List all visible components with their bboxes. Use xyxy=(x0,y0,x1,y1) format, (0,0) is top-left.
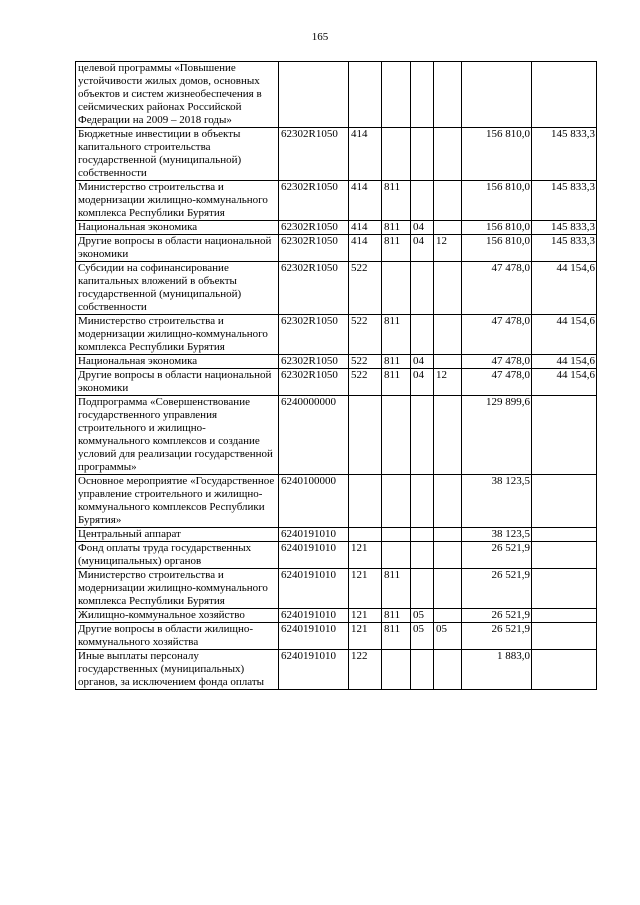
administrator-cell xyxy=(382,128,411,181)
section-cell xyxy=(411,181,434,221)
table-row xyxy=(76,569,597,609)
expense-type-cell xyxy=(349,475,382,528)
item-name-cell: Жилищно-коммунальное хозяйство xyxy=(76,609,279,623)
item-name-cell: Министерство строительства и модернизации жилищно-коммунального комплекса Республики Бурятия xyxy=(76,569,279,609)
item-name-cell: Фонд оплаты труда государственных (муниципальных) органов xyxy=(76,542,279,569)
table-row xyxy=(76,221,597,235)
amount-year1-cell: 47 478,0 xyxy=(462,355,532,369)
amount-year2-cell xyxy=(532,62,597,128)
amount-year1-cell xyxy=(462,62,532,128)
amount-year2-cell: 145 833,3 xyxy=(532,181,597,221)
section-cell: 04 xyxy=(411,235,434,262)
amount-year1-cell: 156 810,0 xyxy=(462,128,532,181)
subsection-cell xyxy=(434,355,462,369)
amount-year1-cell: 156 810,0 xyxy=(462,235,532,262)
expense-type-cell: 121 xyxy=(349,623,382,650)
amount-year1-cell: 1 883,0 xyxy=(462,650,532,690)
table-row xyxy=(76,235,597,262)
target-article-cell: 62302R1050 xyxy=(279,181,349,221)
subsection-cell xyxy=(434,181,462,221)
amount-year1-cell: 129 899,6 xyxy=(462,396,532,475)
amount-year2-cell: 145 833,3 xyxy=(532,221,597,235)
expense-type-cell xyxy=(349,62,382,128)
administrator-cell xyxy=(382,650,411,690)
amount-year2-cell xyxy=(532,609,597,623)
item-name-cell: Национальная экономика xyxy=(76,221,279,235)
administrator-cell xyxy=(382,62,411,128)
amount-year2-cell: 145 833,3 xyxy=(532,128,597,181)
administrator-cell xyxy=(382,475,411,528)
table-row xyxy=(76,650,597,690)
administrator-cell xyxy=(382,262,411,315)
section-cell: 04 xyxy=(411,355,434,369)
subsection-cell xyxy=(434,569,462,609)
table-row xyxy=(76,542,597,569)
item-name-cell: Другие вопросы в области национальной экономики xyxy=(76,369,279,396)
section-cell xyxy=(411,62,434,128)
table-row xyxy=(76,128,597,181)
subsection-cell xyxy=(434,396,462,475)
amount-year2-cell: 145 833,3 xyxy=(532,235,597,262)
expense-type-cell: 522 xyxy=(349,369,382,396)
section-cell xyxy=(411,542,434,569)
expense-type-cell: 121 xyxy=(349,609,382,623)
subsection-cell xyxy=(434,262,462,315)
subsection-cell: 05 xyxy=(434,623,462,650)
administrator-cell xyxy=(382,528,411,542)
administrator-cell: 811 xyxy=(382,609,411,623)
table-row xyxy=(76,181,597,221)
expense-type-cell: 121 xyxy=(349,542,382,569)
item-name-cell: Подпрограмма «Совершенствование государственного управления строительного и жилищно-коммунального комплексов и создание условий для реализации государственной программы» xyxy=(76,396,279,475)
target-article-cell: 6240191010 xyxy=(279,528,349,542)
section-cell: 04 xyxy=(411,369,434,396)
amount-year2-cell: 44 154,6 xyxy=(532,369,597,396)
item-name-cell: Бюджетные инвестиции в объекты капитального строительства государственной (муниципальной) собственности xyxy=(76,128,279,181)
subsection-cell xyxy=(434,128,462,181)
amount-year2-cell xyxy=(532,528,597,542)
subsection-cell xyxy=(434,650,462,690)
amount-year1-cell: 26 521,9 xyxy=(462,569,532,609)
item-name-cell: Национальная экономика xyxy=(76,355,279,369)
amount-year1-cell: 156 810,0 xyxy=(462,181,532,221)
expense-type-cell: 121 xyxy=(349,569,382,609)
section-cell xyxy=(411,262,434,315)
item-name-cell: Субсидии на софинансирование капитальных вложений в объекты государственной (муниципальной) собственности xyxy=(76,262,279,315)
amount-year1-cell: 26 521,9 xyxy=(462,542,532,569)
item-name-cell: целевой программы «Повышение устойчивости жилых домов, основных объектов и систем жизнеобеспечения в сейсмических районах Российской Федерации на 2009 – 2018 годы» xyxy=(76,62,279,128)
expense-type-cell: 122 xyxy=(349,650,382,690)
item-name-cell: Другие вопросы в области жилищно-коммунального хозяйства xyxy=(76,623,279,650)
amount-year1-cell: 47 478,0 xyxy=(462,315,532,355)
amount-year2-cell: 44 154,6 xyxy=(532,262,597,315)
administrator-cell: 811 xyxy=(382,369,411,396)
expense-type-cell xyxy=(349,396,382,475)
target-article-cell: 6240191010 xyxy=(279,569,349,609)
expense-type-cell xyxy=(349,528,382,542)
amount-year2-cell xyxy=(532,542,597,569)
target-article-cell: 6240000000 xyxy=(279,396,349,475)
table-row xyxy=(76,475,597,528)
target-article-cell: 62302R1050 xyxy=(279,315,349,355)
item-name-cell: Другие вопросы в области национальной экономики xyxy=(76,235,279,262)
section-cell xyxy=(411,475,434,528)
table-row xyxy=(76,62,597,128)
subsection-cell: 12 xyxy=(434,235,462,262)
administrator-cell: 811 xyxy=(382,315,411,355)
item-name-cell: Иные выплаты персоналу государственных (муниципальных) органов, за исключением фонда оплаты xyxy=(76,650,279,690)
amount-year2-cell: 44 154,6 xyxy=(532,355,597,369)
target-article-cell: 62302R1050 xyxy=(279,355,349,369)
section-cell xyxy=(411,650,434,690)
subsection-cell: 12 xyxy=(434,369,462,396)
amount-year1-cell: 26 521,9 xyxy=(462,623,532,650)
target-article-cell xyxy=(279,62,349,128)
expense-type-cell: 414 xyxy=(349,235,382,262)
administrator-cell xyxy=(382,396,411,475)
subsection-cell xyxy=(434,609,462,623)
target-article-cell: 62302R1050 xyxy=(279,262,349,315)
item-name-cell: Министерство строительства и модернизации жилищно-коммунального комплекса Республики Бурятия xyxy=(76,181,279,221)
table-row xyxy=(76,315,597,355)
amount-year2-cell xyxy=(532,650,597,690)
target-article-cell: 62302R1050 xyxy=(279,369,349,396)
amount-year1-cell: 47 478,0 xyxy=(462,262,532,315)
target-article-cell: 6240100000 xyxy=(279,475,349,528)
administrator-cell xyxy=(382,542,411,569)
item-name-cell: Центральный аппарат xyxy=(76,528,279,542)
section-cell: 05 xyxy=(411,609,434,623)
administrator-cell: 811 xyxy=(382,569,411,609)
amount-year1-cell: 47 478,0 xyxy=(462,369,532,396)
section-cell xyxy=(411,128,434,181)
amount-year2-cell xyxy=(532,623,597,650)
table-row xyxy=(76,262,597,315)
section-cell xyxy=(411,396,434,475)
section-cell: 05 xyxy=(411,623,434,650)
subsection-cell xyxy=(434,62,462,128)
table-row xyxy=(76,396,597,475)
table-row xyxy=(76,369,597,396)
expense-type-cell: 522 xyxy=(349,355,382,369)
amount-year2-cell xyxy=(532,569,597,609)
amount-year1-cell: 156 810,0 xyxy=(462,221,532,235)
target-article-cell: 6240191010 xyxy=(279,542,349,569)
amount-year1-cell: 26 521,9 xyxy=(462,609,532,623)
target-article-cell: 6240191010 xyxy=(279,623,349,650)
amount-year2-cell xyxy=(532,475,597,528)
target-article-cell: 6240191010 xyxy=(279,609,349,623)
table-row xyxy=(76,623,597,650)
target-article-cell: 62302R1050 xyxy=(279,221,349,235)
expense-type-cell: 414 xyxy=(349,128,382,181)
expense-type-cell: 522 xyxy=(349,315,382,355)
administrator-cell: 811 xyxy=(382,235,411,262)
subsection-cell xyxy=(434,542,462,569)
administrator-cell: 811 xyxy=(382,221,411,235)
amount-year1-cell: 38 123,5 xyxy=(462,528,532,542)
section-cell xyxy=(411,569,434,609)
section-cell: 04 xyxy=(411,221,434,235)
amount-year2-cell: 44 154,6 xyxy=(532,315,597,355)
budget-table xyxy=(75,61,597,690)
administrator-cell: 811 xyxy=(382,181,411,221)
amount-year1-cell: 38 123,5 xyxy=(462,475,532,528)
target-article-cell: 62302R1050 xyxy=(279,235,349,262)
expense-type-cell: 414 xyxy=(349,181,382,221)
section-cell xyxy=(411,528,434,542)
section-cell xyxy=(411,315,434,355)
target-article-cell: 6240191010 xyxy=(279,650,349,690)
page-number: 165 xyxy=(311,31,329,43)
subsection-cell xyxy=(434,221,462,235)
subsection-cell xyxy=(434,528,462,542)
expense-type-cell: 522 xyxy=(349,262,382,315)
table-row xyxy=(76,528,597,542)
table-row xyxy=(76,355,597,369)
administrator-cell: 811 xyxy=(382,355,411,369)
subsection-cell xyxy=(434,475,462,528)
administrator-cell: 811 xyxy=(382,623,411,650)
subsection-cell xyxy=(434,315,462,355)
item-name-cell: Министерство строительства и модернизации жилищно-коммунального комплекса Республики Бурятия xyxy=(76,315,279,355)
amount-year2-cell xyxy=(532,396,597,475)
expense-type-cell: 414 xyxy=(349,221,382,235)
table-row xyxy=(76,609,597,623)
item-name-cell: Основное мероприятие «Государственное управление строительного и жилищно-коммунального комплексов Республики Бурятия» xyxy=(76,475,279,528)
target-article-cell: 62302R1050 xyxy=(279,128,349,181)
